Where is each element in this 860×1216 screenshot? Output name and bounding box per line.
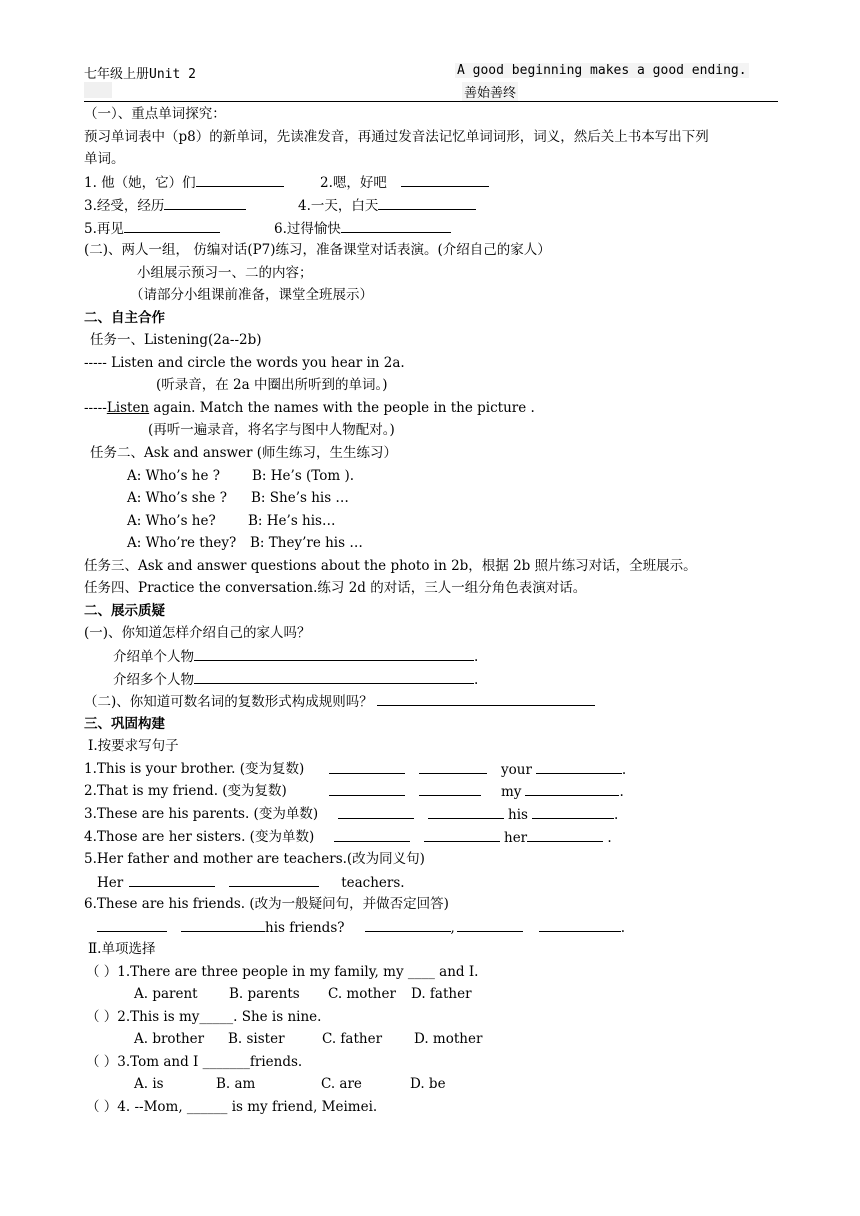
- intro-row: 介绍多个人物 .: [113, 669, 478, 690]
- answer-parenthesis[interactable]: （ ）: [86, 964, 118, 980]
- rewrite-sentence: 2.That is my friend. (变为复数): [84, 783, 287, 799]
- header-divider: [84, 101, 778, 102]
- rewrite-answer: his friends? , .: [97, 917, 625, 938]
- choice-option[interactable]: A. parent: [134, 986, 198, 1002]
- task-step: ----- Listen and circle the words you hear in 2a.: [84, 355, 405, 371]
- answer-blank[interactable]: [419, 781, 481, 796]
- answer-blank[interactable]: [539, 917, 621, 932]
- answer-blank[interactable]: [329, 759, 405, 774]
- answer-blank[interactable]: [329, 781, 405, 796]
- task-title: 任务四、Practice the conversation.练习 2d 的对话，三人一组分角色表演对话。: [84, 580, 587, 596]
- answer-blank[interactable]: [532, 804, 614, 819]
- task-step-cn: (听录音，在 2a 中圈出所听到的单词。): [156, 377, 388, 393]
- vocab-prompt: 3.经受，经历: [84, 198, 165, 214]
- answer-blank[interactable]: [428, 804, 504, 819]
- choice-option[interactable]: B. am: [216, 1076, 256, 1092]
- rewrite-answer: your .: [329, 759, 626, 780]
- vocab-prompt: 6.过得愉快: [274, 221, 341, 237]
- vocab-prompt: 4.一天，白天: [298, 198, 379, 214]
- answer-blank[interactable]: [181, 917, 265, 932]
- rewrite-answer: my .: [329, 781, 624, 802]
- instruction-text: 预习单词表中（p8）的新单词，先读准发音，再通过发音法记忆单词词形，词义，然后关上书本写出下列: [84, 129, 709, 145]
- rewrite-answer: her .: [334, 827, 612, 848]
- answer-parenthesis[interactable]: （ ）: [86, 1099, 118, 1115]
- dialogue-b: B: He’s (Tom ).: [252, 468, 355, 484]
- choice-option[interactable]: D. father: [411, 986, 472, 1002]
- answer-blank[interactable]: [338, 804, 414, 819]
- rewrite-sentence: 3.These are his parents. (变为单数): [84, 806, 319, 822]
- vocab-row: [84, 195, 246, 216]
- answer-blank[interactable]: [194, 646, 474, 661]
- vocab-row: [84, 172, 284, 193]
- task-step-text: again. Match the names with the people in the picture .: [149, 400, 535, 416]
- vocab-row: [298, 195, 476, 216]
- vocab-prompt: 5.再见: [84, 221, 124, 237]
- subsection-title: Ⅱ.单项选择: [88, 941, 156, 957]
- header-unit: 七年级上册Unit 2: [84, 67, 196, 82]
- vocab-row: [274, 218, 451, 239]
- part-heading: 二、自主合作: [84, 310, 165, 326]
- dialogue-a: A: Who’s she ?: [127, 490, 227, 506]
- instruction-text: 单词。: [84, 151, 125, 167]
- dialogue-a: A: Who’s he ?: [127, 468, 221, 484]
- answer-blank[interactable]: [97, 917, 167, 932]
- choice-option[interactable]: C. mother: [328, 986, 396, 1002]
- answer-blank[interactable]: [419, 759, 487, 774]
- answer-parenthesis[interactable]: （ ）: [86, 1009, 118, 1025]
- dialogue-a: A: Who’re they?: [127, 535, 237, 551]
- answer-blank[interactable]: [196, 172, 284, 187]
- answer-blank[interactable]: [124, 218, 220, 233]
- header-motto-en: A good beginning makes a good ending.: [457, 63, 747, 78]
- choice-question: （ ）1.There are three people in my family, my ____ and I.: [86, 964, 479, 980]
- dialogue-b: B: She’s his …: [251, 490, 349, 506]
- answer-blank[interactable]: [129, 872, 215, 887]
- choice-option[interactable]: A. is: [134, 1076, 164, 1092]
- answer-blank[interactable]: [377, 691, 595, 706]
- choice-option[interactable]: A. brother: [134, 1031, 205, 1047]
- answer-blank[interactable]: [164, 195, 246, 210]
- dashes: -----: [84, 400, 107, 416]
- answer-blank[interactable]: [424, 827, 500, 842]
- answer-blank[interactable]: [525, 781, 619, 796]
- vocab-prompt: 2.嗯，好吧: [320, 175, 387, 191]
- question: （二)、你知道可数名词的复数形式构成规则吗？: [84, 691, 595, 712]
- choice-option[interactable]: B. parents: [229, 986, 300, 1002]
- instruction-text: （请部分小组课前准备，课堂全班展示）: [130, 287, 373, 303]
- answer-blank[interactable]: [194, 669, 474, 684]
- answer-blank[interactable]: [378, 195, 476, 210]
- task-step: [84, 398, 535, 418]
- listen-word: Listen: [106, 400, 150, 416]
- answer-blank[interactable]: [334, 827, 410, 842]
- dialogue-a: A: Who’s he?: [127, 513, 216, 529]
- answer-blank[interactable]: [401, 172, 489, 187]
- rewrite-sentence: 5.Her father and mother are teachers.(改为同义句): [84, 851, 425, 867]
- rewrite-sentence: 6.These are his friends. (改为一般疑问句，并做否定回答): [84, 896, 449, 912]
- part-heading: 二、展示质疑: [84, 603, 165, 619]
- choice-option[interactable]: D. be: [410, 1076, 446, 1092]
- header-motto-cn: 善始善终: [462, 82, 518, 101]
- choice-option[interactable]: C. father: [322, 1031, 383, 1047]
- choice-question: （ ）2.This is my_____. She is nine.: [86, 1009, 322, 1025]
- subsection-title: Ⅰ.按要求写句子: [88, 738, 179, 754]
- choice-option[interactable]: D. mother: [414, 1031, 483, 1047]
- choice-question: （ ）4. --Mom, ______ is my friend, Meimei.: [86, 1099, 378, 1115]
- dialogue-b: B: They’re his …: [250, 535, 363, 551]
- rewrite-answer: his .: [338, 804, 618, 825]
- part-heading: 三、巩固构建: [84, 716, 165, 732]
- choice-question: （ ）3.Tom and I _______friends.: [86, 1054, 303, 1070]
- choice-option[interactable]: C. are: [321, 1076, 362, 1092]
- question: (一)、你知道怎样介绍自己的家人吗？: [84, 625, 311, 641]
- rewrite-sentence: 4.Those are her sisters. (变为单数): [84, 829, 315, 845]
- vocab-row: [84, 218, 220, 239]
- intro-row: 介绍单个人物 .: [113, 646, 478, 667]
- rewrite-sentence: 1.This is your brother. (变为复数): [84, 761, 305, 777]
- intro-label: 介绍多个人物: [113, 672, 194, 688]
- task-title: 任务一、Listening(2a--2b): [90, 332, 262, 348]
- instruction-text: 小组展示预习一、二的内容；: [137, 265, 313, 281]
- header-gray-block: [84, 82, 112, 98]
- task-title: 任务二、Ask and answer (师生练习，生生练习）: [90, 445, 398, 461]
- intro-label: 介绍单个人物: [113, 649, 194, 665]
- section-title: （一）、重点单词探究：: [84, 106, 226, 122]
- rewrite-answer: Her teachers.: [97, 872, 405, 893]
- answer-blank[interactable]: [341, 218, 451, 233]
- answer-blank[interactable]: [365, 917, 451, 932]
- vocab-row: [320, 172, 489, 193]
- answer-blank[interactable]: [527, 827, 603, 842]
- answer-parenthesis[interactable]: （ ）: [86, 1054, 118, 1070]
- task-step-cn: (再听一遍录音，将名字与图中人物配对。): [148, 422, 395, 438]
- choice-option[interactable]: B. sister: [228, 1031, 285, 1047]
- answer-blank[interactable]: [536, 759, 622, 774]
- section-title: (二)、两人一组， 仿编对话(P7)练习，准备课堂对话表演。(介绍自己的家人）: [84, 242, 551, 258]
- answer-blank[interactable]: [457, 917, 523, 932]
- vocab-prompt: 1. 他（她，它）们: [84, 175, 196, 191]
- dialogue-b: B: He’s his…: [248, 513, 336, 529]
- answer-blank[interactable]: [229, 872, 319, 887]
- task-title: 任务三、Ask and answer questions about the photo in 2b，根据 2b 照片练习对话，全班展示。: [84, 558, 697, 574]
